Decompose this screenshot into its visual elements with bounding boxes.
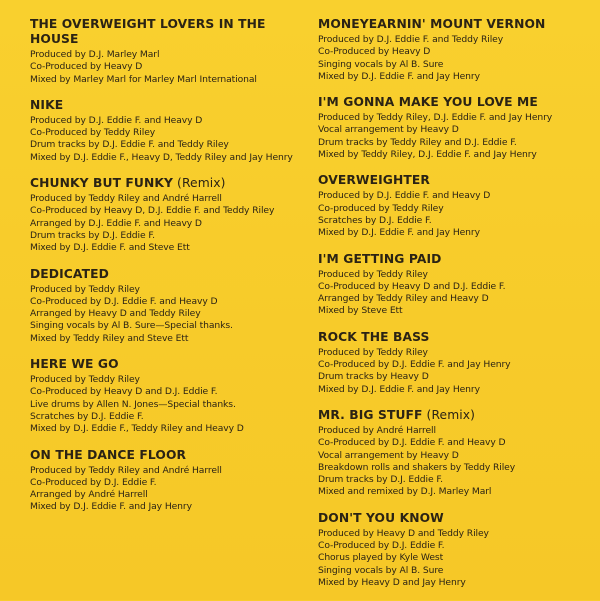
track-title-text: NIKE: [30, 97, 64, 112]
credit-line: Singing vocals by Al B. Sure—Special thanks.: [30, 320, 233, 332]
track-title: [318, 330, 590, 345]
credit-line: Live drums by Allen N. Jones—Special thanks.: [30, 398, 236, 410]
credit-line: Singing vocals by Al B. Sure: [318, 564, 444, 576]
credit-line: Co-Produced by D.J. Eddie F. and Jay Henry: [318, 359, 511, 371]
credit-line: Mixed by Teddy Riley and Steve Ett: [30, 332, 189, 344]
credit-line: Arranged by D.J. Eddie F. and Heavy D: [30, 217, 202, 229]
credit-line: Co-Produced by Heavy D: [30, 61, 143, 73]
credit-line: Co-Produced by D.J. Eddie F. and Heavy D: [30, 295, 218, 307]
left-credits-column: [30, 17, 298, 526]
track-title: [318, 95, 590, 110]
credit-line: Mixed by Marley Marl for Marley Marl International: [30, 73, 257, 85]
credit-line: Mixed by Steve Ett: [318, 305, 403, 317]
track-credit-block: [30, 176, 298, 254]
credit-line: Breakdown rolls and shakers by Teddy Riley: [318, 461, 516, 473]
track-credit-block: [318, 252, 590, 318]
credit-line: Produced by Teddy Riley and André Harrell: [30, 193, 222, 205]
track-title-text: MR. BIG STUFF: [318, 407, 423, 422]
track-title: [30, 98, 298, 113]
credit-line: Drum tracks by D.J. Eddie F. and Teddy Riley: [30, 139, 229, 151]
credit-line: Mixed by Teddy Riley, D.J. Eddie F. and Jay Henry: [318, 149, 537, 161]
credit-line: Vocal arrangement by Heavy D: [318, 449, 459, 461]
credit-line: Co-Produced by Heavy D and D.J. Eddie F.: [318, 280, 506, 292]
credit-line: Mixed by D.J. Eddie F., Teddy Riley and Heavy D: [30, 423, 244, 435]
track-title: [318, 17, 590, 32]
credit-line: Produced by Teddy Riley and André Harrell: [30, 464, 222, 476]
track-title-text: OVERWEIGHTER: [318, 173, 430, 188]
track-title: [318, 511, 590, 526]
track-credit-block: [318, 408, 590, 499]
credit-line: Mixed by D.J. Eddie F. and Jay Henry: [30, 501, 192, 513]
credit-line: Drum tracks by Heavy D: [318, 371, 429, 383]
credit-line: Produced by Teddy Riley: [318, 268, 428, 280]
credit-line: Arranged by André Harrell: [30, 489, 148, 501]
track-credit-block: [30, 357, 298, 435]
track-title-text: I'M GONNA MAKE YOU LOVE ME: [318, 95, 538, 110]
track-title-text: I'M GETTING PAID: [318, 251, 442, 266]
credit-line: Arranged by Heavy D and Teddy Riley: [30, 308, 201, 320]
credit-line: Chorus played by Kyle West: [318, 552, 444, 564]
credit-line: Produced by Heavy D and Teddy Riley: [318, 527, 489, 539]
track-title-text: HERE WE GO: [30, 357, 119, 372]
credit-line: Produced by D.J. Marley Marl: [30, 49, 160, 60]
credit-line: Co-Produced by Heavy D: [318, 46, 431, 58]
credit-line: Mixed by D.J. Eddie F. and Jay Henry: [318, 70, 480, 82]
credit-line: Produced by D.J. Eddie F. and Heavy D: [30, 114, 203, 126]
credit-line: Produced by D.J. Eddie F. and Teddy Riley: [318, 34, 504, 45]
credit-line: Produced by Teddy Riley: [30, 283, 140, 295]
credit-line: Scratches by D.J. Eddie F.: [30, 410, 144, 422]
credit-line: Arranged by Teddy Riley and Heavy D: [318, 293, 489, 305]
credit-line: Produced by Teddy Riley: [30, 374, 140, 386]
credit-line: Co-Produced by D.J. Eddie F.: [30, 476, 157, 488]
credit-line: Co-Produced by Heavy D and D.J. Eddie F.: [30, 386, 218, 398]
credit-line: Mixed by D.J. Eddie F., Heavy D, Teddy Riley and Jay Henry: [30, 151, 293, 163]
track-credit-block: [318, 173, 590, 239]
track-title: [30, 357, 298, 372]
credit-line: Scratches by D.J. Eddie F.: [318, 214, 432, 226]
track-credit-block: [318, 511, 590, 589]
track-title-text: DEDICATED: [30, 266, 109, 281]
credit-line: Vocal arrangement by Heavy D: [318, 124, 459, 136]
right-credits-column: [318, 17, 590, 601]
credit-line: Mixed by D.J. Eddie F. and Jay Henry: [318, 383, 480, 395]
track-credit-block: [30, 448, 298, 514]
credit-line: Produced by Teddy Riley, D.J. Eddie F. and Jay Henry: [318, 112, 553, 124]
track-credit-block: [318, 17, 590, 83]
track-title: [318, 408, 590, 423]
track-credit-block: [30, 17, 298, 86]
track-title-suffix: (Remix): [422, 407, 476, 422]
track-title-text: THE OVERWEIGHT LOVERS IN THE HOUSE: [30, 17, 266, 46]
track-title: [30, 448, 298, 463]
track-credit-block: [30, 98, 298, 164]
credit-line: Produced by D.J. Eddie F. and Heavy D: [318, 190, 491, 202]
track-title: [30, 267, 298, 282]
track-credit-block: [318, 95, 590, 161]
track-credit-block: [30, 267, 298, 345]
credit-line: Co-Produced by D.J. Eddie F.: [318, 540, 445, 552]
credit-line: Produced by André Harrell: [318, 424, 436, 436]
credit-line: Mixed by D.J. Eddie F. and Steve Ett: [30, 242, 190, 254]
credit-line: Drum tracks by Teddy Riley and D.J. Eddie F.: [318, 136, 517, 148]
track-title: [318, 252, 590, 267]
track-title-text: CHUNKY BUT FUNKY: [30, 176, 174, 191]
track-title: [30, 17, 298, 47]
track-title-text: ON THE DANCE FLOOR: [30, 447, 187, 462]
track-title: [30, 176, 298, 191]
track-title: [318, 173, 590, 188]
track-title-text: MONEYEARNIN' MOUNT VERNON: [318, 17, 546, 31]
track-title-text: ROCK THE BASS: [318, 329, 430, 344]
credit-line: Drum tracks by D.J. Eddie F.: [30, 229, 155, 241]
credit-line: Co-Produced by Heavy D, D.J. Eddie F. and Teddy Riley: [30, 205, 275, 217]
credit-line: Mixed and remixed by D.J. Marley Marl: [318, 486, 492, 498]
credit-line: Singing vocals by Al B. Sure: [318, 58, 444, 70]
track-title-text: DON'T YOU KNOW: [318, 510, 444, 525]
credit-line: Drum tracks by D.J. Eddie F.: [318, 474, 443, 486]
track-title-suffix: (Remix): [173, 176, 226, 191]
credit-line: Co-produced by Teddy Riley: [318, 202, 444, 214]
credit-line: Co-Produced by D.J. Eddie F. and Heavy D: [318, 437, 506, 449]
track-credit-block: [318, 330, 590, 396]
credit-line: Mixed by Heavy D and Jay Henry: [318, 576, 466, 588]
credit-line: Co-Produced by Teddy Riley: [30, 127, 156, 139]
credit-line: Produced by Teddy Riley: [318, 346, 428, 358]
credit-line: Mixed by D.J. Eddie F. and Jay Henry: [318, 227, 480, 239]
